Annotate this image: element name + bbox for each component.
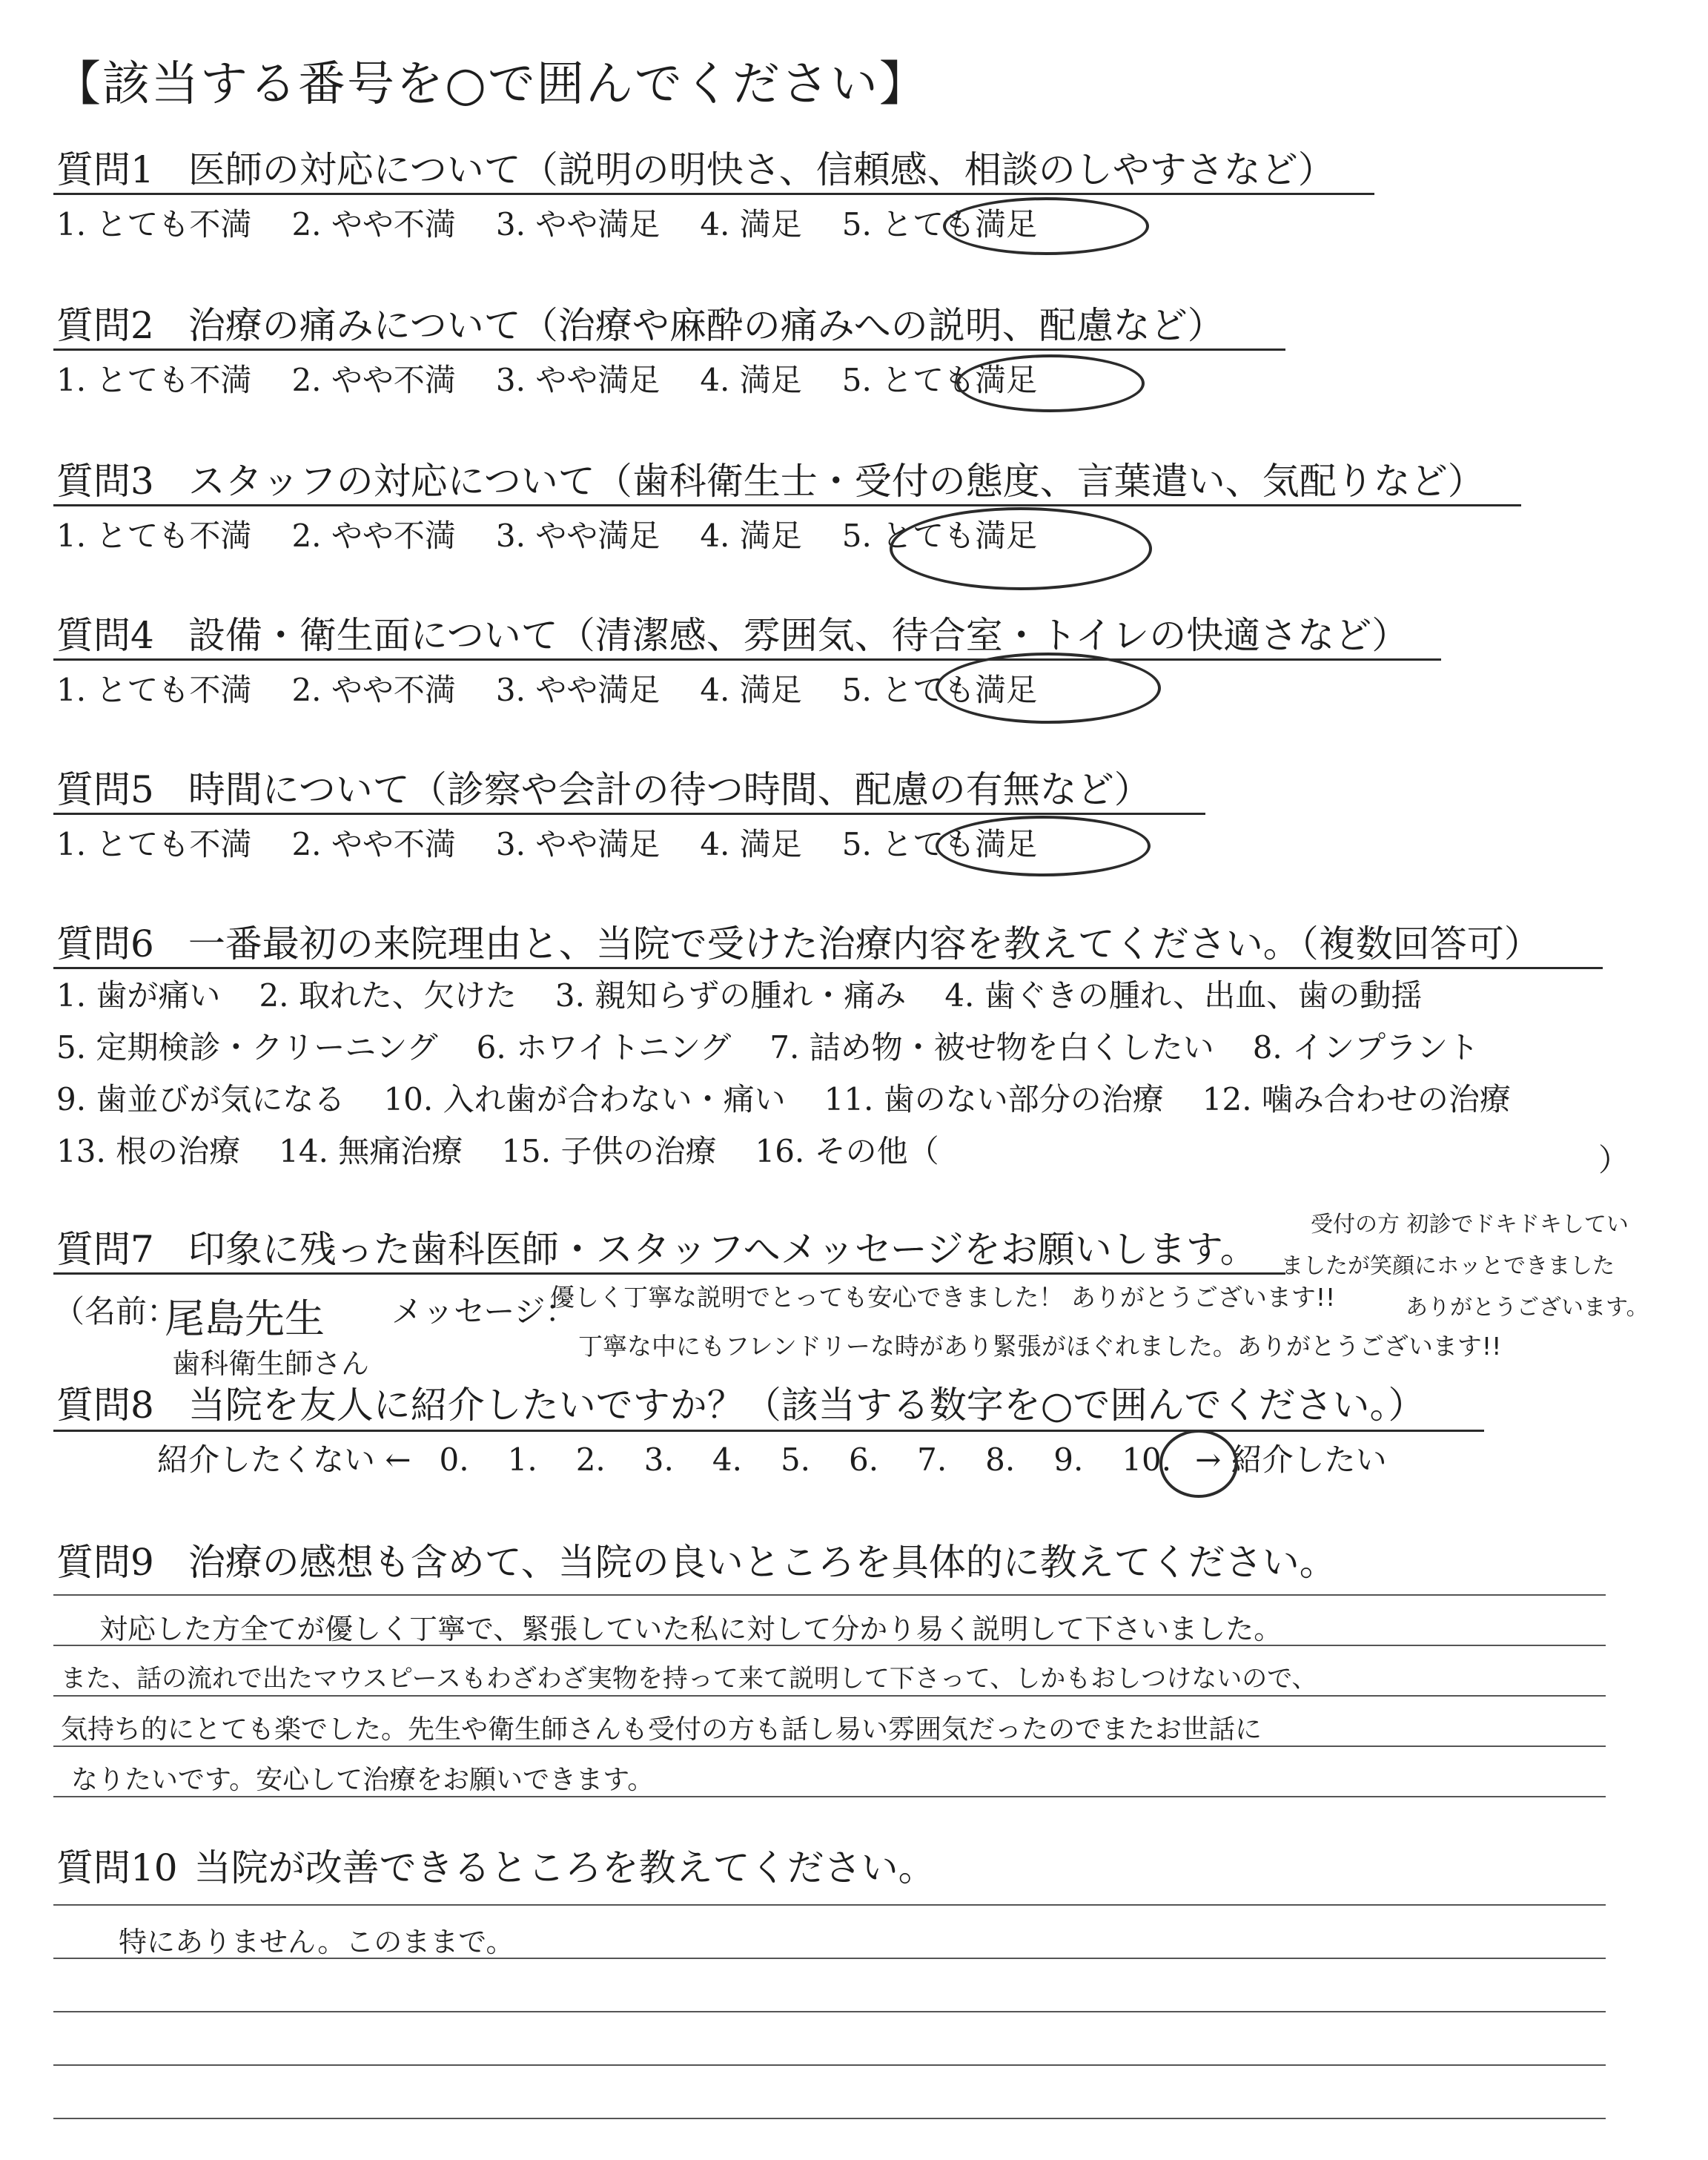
- q1-selection-circle: [943, 197, 1149, 255]
- q3-selection-circle: [890, 507, 1152, 590]
- q5-option-5[interactable]: 5. とても満足: [841, 826, 1038, 862]
- q4-option-5[interactable]: 5. とても満足: [841, 672, 1038, 708]
- q6-rule: [53, 967, 1603, 969]
- q8-left-label: 紹介したくない ←: [157, 1441, 411, 1478]
- q1-options: [56, 206, 1077, 242]
- q2-option-2[interactable]: 2. やや不満: [291, 362, 456, 398]
- q8-right-label: → 紹介したい: [1195, 1441, 1387, 1478]
- q8-label: 質問8: [56, 1384, 154, 1427]
- q8-selection-circle: [1159, 1430, 1238, 1498]
- q6-row-1: [56, 977, 1460, 1014]
- q3-rule: [53, 504, 1521, 506]
- q5-text: 時間について（診察や会計の待つ時間、配慮の有無など）: [188, 768, 1151, 811]
- q7-hand-side-3: ありがとうございます。: [1406, 1295, 1649, 1321]
- page-title: 【該当する番号を○で囲んでください】: [53, 57, 928, 112]
- q6-option[interactable]: 7. 詰め物・被せ物を白くしたい: [769, 1029, 1214, 1066]
- q6-option[interactable]: 2. 取れた、欠けた: [259, 977, 517, 1014]
- q10-label: 質問10: [56, 1846, 178, 1889]
- q4-option-3[interactable]: 3. やや満足: [495, 672, 661, 708]
- q8-question: [56, 1384, 1426, 1427]
- q3-question: [56, 460, 1485, 503]
- q3-option-1[interactable]: 1. とても不満: [56, 518, 252, 554]
- q7-hand-name: 尾島先生: [165, 1295, 325, 1342]
- q9-question: [56, 1541, 1337, 1584]
- q10-text: 当院が改善できるところを教えてください。: [193, 1846, 936, 1889]
- q6-option[interactable]: 15. 子供の治療: [501, 1133, 717, 1169]
- q6-option[interactable]: 13. 根の治療: [56, 1133, 241, 1169]
- q8-number-8[interactable]: 8.: [985, 1441, 1016, 1478]
- q2-question: [56, 304, 1225, 347]
- q7-name-label: （名前：: [53, 1293, 179, 1330]
- q10-line: [53, 2118, 1606, 2119]
- q9-text: 治療の感想も含めて、当院の良いところを具体的に教えてください。: [188, 1541, 1337, 1584]
- q6-option[interactable]: 10. 入れ歯が合わない・痛い: [383, 1081, 786, 1117]
- q9-hand-line-2: また、話の流れで出たマウスピースもわざわざ実物を持って来て説明して下さって、しかもおしつけないので、: [61, 1664, 1317, 1694]
- q7-rule: [53, 1272, 1285, 1275]
- q6-option[interactable]: 9. 歯並びが気になる: [56, 1081, 345, 1117]
- q6-option[interactable]: 16. その他（: [755, 1133, 939, 1169]
- q2-rule: [53, 349, 1285, 351]
- q3-text: スタッフの対応について（歯科衛生士・受付の態度、言葉遣い、気配りなど）: [188, 460, 1485, 503]
- q7-hand-message-1: 優しく丁寧な説明でとっても安心できました！ ありがとうございます!!: [550, 1283, 1336, 1312]
- q5-selection-circle: [936, 816, 1151, 876]
- q4-question: [56, 614, 1409, 657]
- q9-line: [53, 1594, 1606, 1596]
- q7-hand-side-1: 受付の方 初診でドキドキしてい: [1311, 1212, 1629, 1238]
- q6-option[interactable]: 3. 親知らずの腫れ・痛み: [555, 977, 907, 1014]
- q8-rule: [53, 1430, 1484, 1432]
- q10-question: [56, 1846, 936, 1889]
- q6-row-4: [56, 1133, 978, 1169]
- q2-option-1[interactable]: 1. とても不満: [56, 362, 252, 398]
- q1-label: 質問1: [56, 148, 154, 191]
- q1-question: [56, 148, 1335, 191]
- q2-option-3[interactable]: 3. やや満足: [495, 362, 661, 398]
- q8-number-10[interactable]: 10.: [1122, 1441, 1172, 1478]
- q2-label: 質問2: [56, 304, 154, 347]
- q6-option[interactable]: 8. インプラント: [1252, 1029, 1480, 1066]
- q10-line: [53, 1904, 1606, 1906]
- q9-hand-line-4: なりたいです。安心して治療をお願いできます。: [71, 1765, 655, 1795]
- q5-label: 質問5: [56, 768, 154, 811]
- q8-number-1[interactable]: 1.: [507, 1441, 537, 1478]
- q7-hand-side-2: ましたが笑顔にホッとできました: [1281, 1253, 1615, 1279]
- q4-text: 設備・衛生面について（清潔感、雰囲気、待合室・トイレの快適さなど）: [188, 614, 1409, 657]
- q1-option-5[interactable]: 5. とても満足: [841, 206, 1038, 242]
- q10-line: [53, 2011, 1606, 2012]
- q9-line: [53, 1695, 1606, 1697]
- q6-option[interactable]: 11. 歯のない部分の治療: [824, 1081, 1164, 1117]
- q5-option-1[interactable]: 1. とても不満: [56, 826, 252, 862]
- q4-option-4[interactable]: 4. 満足: [700, 672, 802, 708]
- q5-option-2[interactable]: 2. やや不満: [291, 826, 456, 862]
- q5-options: [56, 826, 1077, 862]
- q1-option-4[interactable]: 4. 満足: [700, 206, 802, 242]
- q6-close-paren: ）: [1598, 1142, 1630, 1178]
- q6-row-2: [56, 1029, 1517, 1066]
- q6-option[interactable]: 1. 歯が痛い: [56, 977, 221, 1014]
- q8-number-5[interactable]: 5.: [780, 1441, 811, 1478]
- q4-option-1[interactable]: 1. とても不満: [56, 672, 252, 708]
- q2-option-5[interactable]: 5. とても満足: [841, 362, 1038, 398]
- q8-number-9[interactable]: 9.: [1053, 1441, 1084, 1478]
- q4-label: 質問4: [56, 614, 154, 657]
- q2-option-4[interactable]: 4. 満足: [700, 362, 802, 398]
- q10-hand-line-1: 特にありません。このままで。: [119, 1926, 514, 1958]
- q4-options: [56, 672, 1077, 708]
- q10-line: [53, 2064, 1606, 2066]
- q8-text: 当院を友人に紹介したいですか？（該当する数字を○で囲んでください。）: [188, 1384, 1426, 1427]
- q3-option-5[interactable]: 5. とても満足: [841, 518, 1038, 554]
- q7-question: [56, 1228, 1257, 1271]
- q4-rule: [53, 658, 1441, 661]
- q8-number-0[interactable]: 0.: [439, 1441, 469, 1478]
- q2-selection-circle: [956, 354, 1145, 412]
- q1-rule: [53, 193, 1374, 195]
- q1-option-2[interactable]: 2. やや不満: [291, 206, 456, 242]
- q9-label: 質問9: [56, 1541, 154, 1584]
- q6-option[interactable]: 4. 歯ぐきの腫れ、出血、歯の動揺: [944, 977, 1423, 1014]
- q7-hand-message-2: 丁寧な中にもフレンドリーな時があり緊張がほぐれました。ありがとうございます!!: [578, 1332, 1502, 1361]
- q5-question: [56, 768, 1151, 811]
- q7-text: 印象に残った歯科医師・スタッフへメッセージをお願いします。: [188, 1228, 1257, 1271]
- q8-number-2[interactable]: 2.: [575, 1441, 606, 1478]
- q9-hand-line-1: 対応した方全てが優しく丁寧で、緊張していた私に対して分かり易く説明して下さいました。: [99, 1613, 1282, 1645]
- q9-hand-line-3: 気持ち的にとても楽でした。先生や衛生師さんも受付の方も話し易い雰囲気だったのでまたお世話に: [61, 1714, 1262, 1745]
- q6-option[interactable]: 5. 定期検診・クリーニング: [56, 1029, 438, 1066]
- q4-option-2[interactable]: 2. やや不満: [291, 672, 456, 708]
- q3-option-4[interactable]: 4. 満足: [700, 518, 802, 554]
- q6-option[interactable]: 14. 無痛治療: [279, 1133, 463, 1169]
- q5-option-4[interactable]: 4. 満足: [700, 826, 802, 862]
- q8-number-3[interactable]: 3.: [643, 1441, 674, 1478]
- q5-option-3[interactable]: 3. やや満足: [495, 826, 661, 862]
- q4-selection-circle: [936, 653, 1161, 724]
- q7-message-label: メッセージ：: [391, 1293, 577, 1330]
- q3-label: 質問3: [56, 460, 154, 503]
- q6-label: 質問6: [56, 922, 154, 965]
- q6-option[interactable]: 12. 噛み合わせの治療: [1202, 1081, 1511, 1117]
- q3-option-2[interactable]: 2. やや不満: [291, 518, 456, 554]
- q1-option-1[interactable]: 1. とても不満: [56, 206, 252, 242]
- q3-option-3[interactable]: 3. やや満足: [495, 518, 661, 554]
- q8-number-6[interactable]: 6.: [849, 1441, 879, 1478]
- q8-number-4[interactable]: 4.: [712, 1441, 742, 1478]
- q7-label: 質問7: [56, 1228, 154, 1271]
- q6-row-3: [56, 1081, 1549, 1117]
- q7-hand-name2: 歯科衛生師さん: [172, 1347, 370, 1380]
- q2-text: 治療の痛みについて（治療や麻酔の痛みへの説明、配慮など）: [188, 304, 1225, 347]
- q6-question: [56, 922, 1541, 965]
- q2-options: [56, 362, 1077, 398]
- q6-option[interactable]: 6. ホワイトニング: [476, 1029, 732, 1066]
- q6-text: 一番最初の来院理由と、当院で受けた治療内容を教えてください。（複数回答可）: [188, 922, 1541, 965]
- q5-rule: [53, 813, 1205, 815]
- q8-number-7[interactable]: 7.: [917, 1441, 947, 1478]
- q1-option-3[interactable]: 3. やや満足: [495, 206, 661, 242]
- q1-text: 医師の対応について（説明の明快さ、信頼感、相談のしやすさなど）: [188, 148, 1335, 191]
